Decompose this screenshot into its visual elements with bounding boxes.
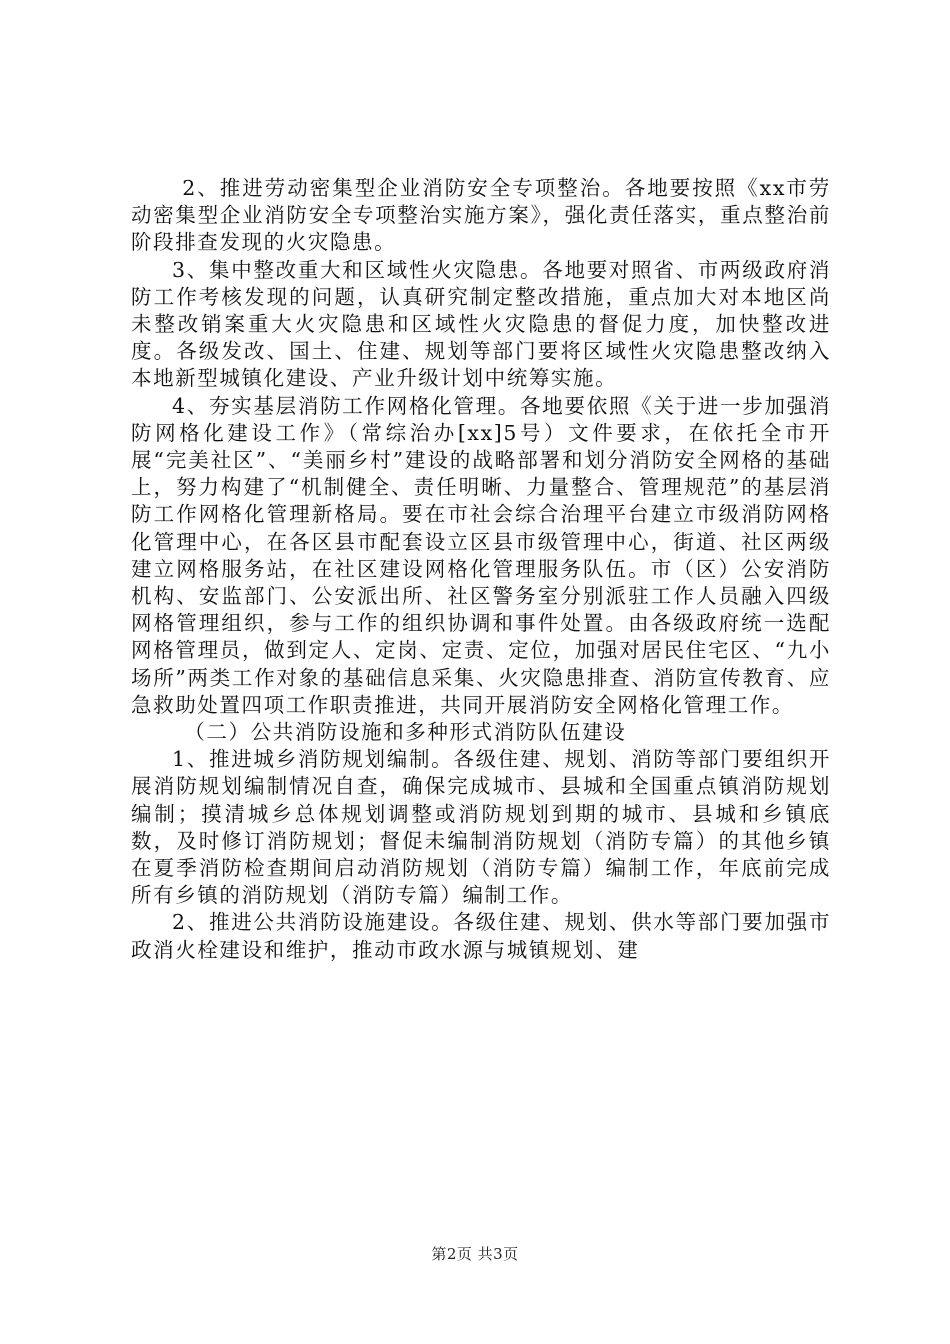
- paragraph-public-facilities: 2、推进公共消防设施建设。各级住建、规划、供水等部门要加强市政消火栓建设和维护，推动市政水源与城镇规划、建: [131, 910, 831, 962]
- paragraph-fire-hazard-rectification: 3、集中整改重大和区域性火灾隐患。各地要对照省、市两级政府消防工作考核发现的问题，认真研究制定整改措施，重点加大对本地区尚未整改销案重大火灾隐患和区域性火灾隐患的督促力度，加快整改进度。各级发改、国土、住建、规划等部门要将区域性火灾隐患整改纳入本地新型城镇化建设、产业升级计划中统筹实施。: [131, 257, 831, 391]
- paragraph-grid-management: 4、夯实基层消防工作网格化管理。各地要依照《关于进一步加强消防网格化建设工作》（常综治办[xx]5号）文件要求，在依托全市开展“完美社区”、“美丽乡村”建设的战略部署和划分消防安全网格的基础上，努力构建了“机制健全、责任明晰、力量整合、管理规范”的基层消防工作网格化管理新格局。要在市社会综合治理平台建立市级消防网格化管理中心，在各区县市配套设立区县市级管理中心，街道、社区两级建立网格服务站，在社区建设网格化管理服务队伍。市（区）公安消防机构、安监部门、公安派出所、社区警务室分别派驻工作人员融入四级网格管理组织，参与工作的组织协调和事件处置。由各级政府统一选配网格管理员，做到定人、定岗、定责、定位，加强对居民住宅区、“九小场所”两类工作对象的基础信息采集、火灾隐患排查、消防宣传教育、应急救助处置四项工作职责推进，共同开展消防安全网格化管理工作。: [131, 393, 831, 717]
- page-number-footer: 第2页 共3页: [431, 1245, 519, 1263]
- document-body: [131, 175, 831, 964]
- section-heading-public-facilities: （二）公共消防设施和多种形式消防队伍建设: [184, 720, 627, 745]
- paragraph-fire-planning: 1、推进城乡消防规划编制。各级住建、规划、消防等部门要组织开展消防规划编制情况自查，确保完成城市、县城和全国重点镇消防规划编制；摸清城乡总体规划调整或消防规划到期的城市、县城和乡镇底数，及时修订消防规划；督促未编制消防规划（消防专篇）的其他乡镇在夏季消防检查期间启动消防规划（消防专篇）编制工作，年底前完成所有乡镇的消防规划（消防专篇）编制工作。: [131, 747, 831, 908]
- paragraph-labor-intensive-rectification: 2、推进劳动密集型企业消防安全专项整治。各地要按照《xx市劳动密集型企业消防安全专项整治实施方案》，强化责任落实，重点整治前阶段排查发现的火灾隐患。: [131, 176, 831, 255]
